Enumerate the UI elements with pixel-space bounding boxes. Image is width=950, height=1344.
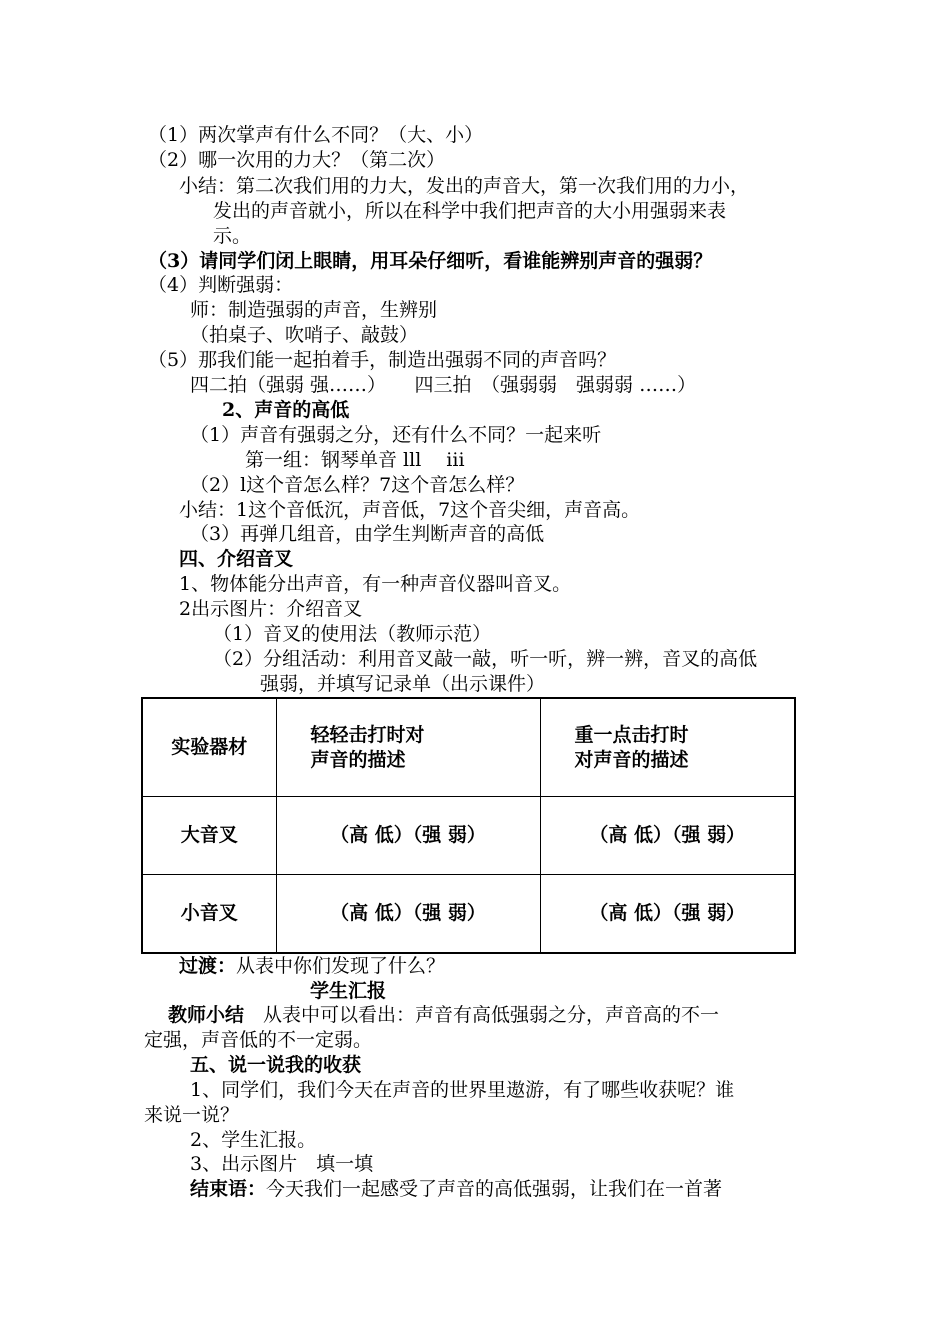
- piano-group-line: 第一组：钢琴单音 lll iii: [245, 449, 465, 471]
- section-heading-tuning-fork: 四、介绍音叉: [179, 548, 294, 570]
- header-heavy-line-2: 对声音的描述: [574, 748, 689, 771]
- question-4: （4）判断强弱：: [148, 274, 294, 296]
- summary-line-1: 小结：第二次我们用的力大，发出的声音大，第一次我们用的力小，: [179, 175, 750, 197]
- transition-label: 过渡：: [179, 955, 237, 977]
- table-header-row: [142, 698, 795, 797]
- harvest-line-3: 2、学生汇报。: [190, 1129, 317, 1151]
- row-light-cell: （高 低）（强 弱）: [276, 797, 540, 875]
- pitch-question-2: （2）l这个音怎么样？7这个音怎么样？: [190, 474, 525, 496]
- teacher-summary-text: 从表中可以看出：声音有高低强弱之分，声音高的不一: [244, 1004, 720, 1026]
- harvest-line-4: 3、出示图片 填一填: [190, 1153, 374, 1175]
- row-name-cell: 大音叉: [142, 797, 276, 875]
- question-5: （5）那我们能一起拍着手，制造出强弱不同的声音吗？: [148, 349, 617, 371]
- transition-text: 从表中你们发现了什么？: [236, 955, 446, 977]
- harvest-line-2: 来说一说？: [144, 1104, 240, 1126]
- section-heading-pitch: 2、声音的高低: [222, 399, 350, 421]
- row-heavy-cell: （高 低）（强 弱）: [540, 797, 795, 875]
- teacher-summary-line-1: [168, 1003, 719, 1028]
- closing-label: 结束语：: [190, 1178, 267, 1200]
- header-cell-material: 实验器材: [142, 698, 276, 797]
- pitch-question-1: （1）声音有强弱之分，还有什么不同？一起来听: [190, 424, 602, 446]
- section-heading-harvest: 五、说一说我的收获: [190, 1054, 362, 1076]
- row-name-cell: 小音叉: [142, 875, 276, 954]
- summary-line-2: 发出的声音就小，所以在科学中我们把声音的大小用强弱来表: [213, 200, 727, 222]
- tuning-fork-line-1: 1、物体能分出声音，有一种声音仪器叫音叉。: [179, 573, 572, 595]
- pitch-question-3: （3）再弹几组音，由学生判断声音的高低: [190, 523, 545, 545]
- summary-line-3: 示。: [213, 225, 252, 247]
- closing-text: 今天我们一起感受了声音的高低强弱，让我们在一首著: [266, 1178, 723, 1200]
- question-1: （1）两次掌声有什么不同？（大、小）: [148, 124, 484, 146]
- closing-line: [190, 1177, 722, 1202]
- header-light-line-2: 声音的描述: [310, 748, 406, 771]
- student-report-heading: 学生汇报: [310, 980, 387, 1002]
- header-heavy-line-1: 重一点击打时: [574, 723, 689, 746]
- teacher-line: 师：制造强弱的声音，生辨别: [190, 299, 438, 321]
- group-activity-line-2: 强弱，并填写记录单（出示课件）: [260, 673, 546, 695]
- teacher-summary-line-2: 定强，声音低的不一定弱。: [144, 1029, 373, 1051]
- header-light-line-1: 轻轻击打时对: [310, 723, 425, 746]
- transition-line: [179, 954, 445, 979]
- row-heavy-cell: （高 低）（强 弱）: [540, 875, 795, 954]
- tuning-fork-usage: （1）音叉的使用法（教师示范）: [213, 623, 492, 645]
- question-2: （2）哪一次用的力大？（第二次）: [148, 149, 446, 171]
- question-3: （3）请同学们闭上眼睛，用耳朵仔细听，看谁能辨别声音的强弱？: [148, 250, 713, 272]
- pitch-summary: 小结：1这个音低沉，声音低，7这个音尖细，声音高。: [179, 499, 641, 521]
- table-row: [142, 875, 795, 954]
- examples-line: （拍桌子、吹哨子、敲鼓）: [190, 324, 419, 346]
- record-table: [141, 697, 796, 954]
- harvest-line-1: 1、同学们，我们今天在声音的世界里遨游，有了哪些收获呢？谁: [190, 1079, 735, 1101]
- rhythm-line: 四二拍（强弱 强……） 四三拍 （强弱弱 强弱弱 ……）: [190, 374, 697, 396]
- header-cell-heavy: [540, 698, 795, 797]
- teacher-summary-label: 教师小结: [168, 1004, 245, 1026]
- tuning-fork-line-2: 2出示图片：介绍音叉: [179, 598, 363, 620]
- group-activity-line-1: （2）分组活动：利用音叉敲一敲，听一听，辨一辨，音叉的高低: [213, 648, 758, 670]
- table-row: [142, 797, 795, 875]
- header-cell-light: [276, 698, 540, 797]
- row-light-cell: （高 低）（强 弱）: [276, 875, 540, 954]
